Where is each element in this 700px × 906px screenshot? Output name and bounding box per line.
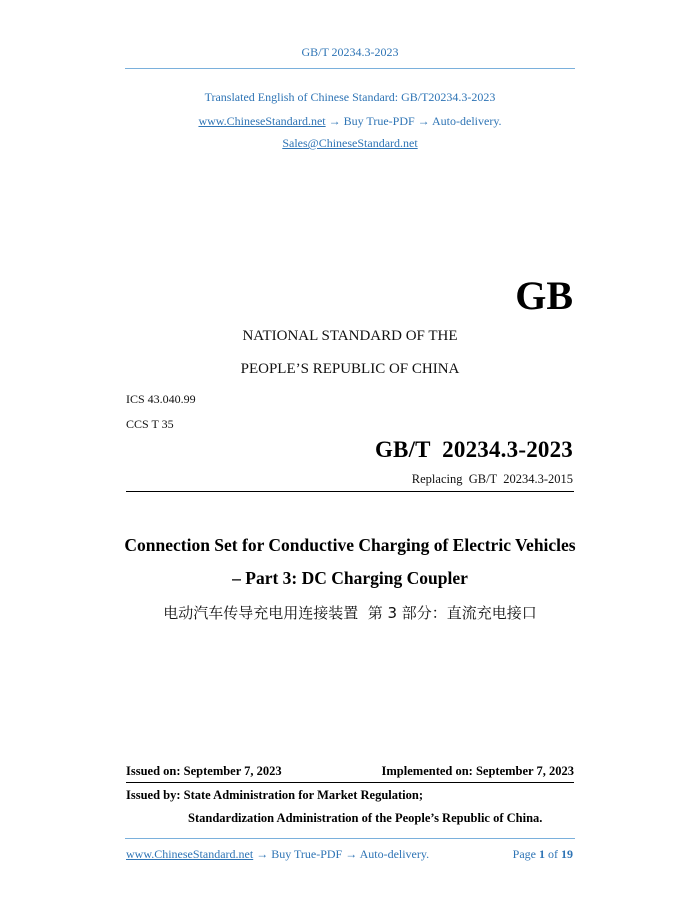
issued-on: Issued on: September 7, 2023 (126, 764, 282, 778)
issued-by-line1: Issued by: State Administration for Market Regulation; (126, 788, 423, 802)
footer-chinesestandard-link[interactable]: www.ChineseStandard.net (126, 847, 254, 861)
footer-link-line (126, 847, 429, 862)
title-english-line1: Connection Set for Conductive Charging of Electric Vehicles (124, 535, 576, 555)
gb-logo: GB (515, 273, 573, 318)
national-standard-line1: NATIONAL STANDARD OF THE (242, 328, 458, 344)
replacing-note: Replacing GB/T 20234.3-2015 (411, 472, 573, 486)
running-header: GB/T 20234.3-2023 (301, 45, 399, 59)
dates-row (126, 764, 574, 779)
page-of: of (545, 847, 561, 861)
page-prefix: Page (512, 847, 539, 861)
standard-number-divider (126, 491, 574, 492)
translation-notice-line1: Translated English of Chinese Standard: GB/T20234.3-2023 (204, 90, 496, 104)
sales-email-link[interactable]: Sales@ChineseStandard.net (282, 136, 418, 150)
chinesestandard-link[interactable]: www.ChineseStandard.net (198, 114, 326, 128)
buy-true-pdf-text: → Buy True-PDF → Auto-delivery. (325, 114, 502, 128)
title-chinese: 电动汽车传导充电用连接装置 第 3 部分：直流充电接口 (163, 604, 537, 622)
national-standard-line2: PEOPLE’S REPUBLIC OF CHINA (240, 361, 460, 377)
standard-number: GB/T 20234.3-2023 (374, 437, 573, 462)
title-english-line2: – Part 3: DC Charging Coupler (232, 568, 468, 588)
translation-notice-line3 (0, 136, 700, 151)
header-divider (125, 68, 575, 69)
page-indicator (513, 847, 573, 862)
footer-buy-text: → Buy True-PDF → Auto-delivery. (253, 847, 430, 861)
issued-by-line2: Standardization Administration of the People’s Republic of China. (188, 811, 543, 825)
ccs-code: CCS T 35 (126, 417, 174, 431)
translation-notice-line2 (0, 114, 700, 129)
implemented-on: Implemented on: September 7, 2023 (381, 764, 574, 778)
page-total: 19 (561, 847, 573, 861)
dates-divider (126, 782, 574, 783)
page-current: 1 (539, 847, 545, 861)
ics-code: ICS 43.040.99 (126, 392, 196, 406)
footer-divider (125, 838, 575, 839)
